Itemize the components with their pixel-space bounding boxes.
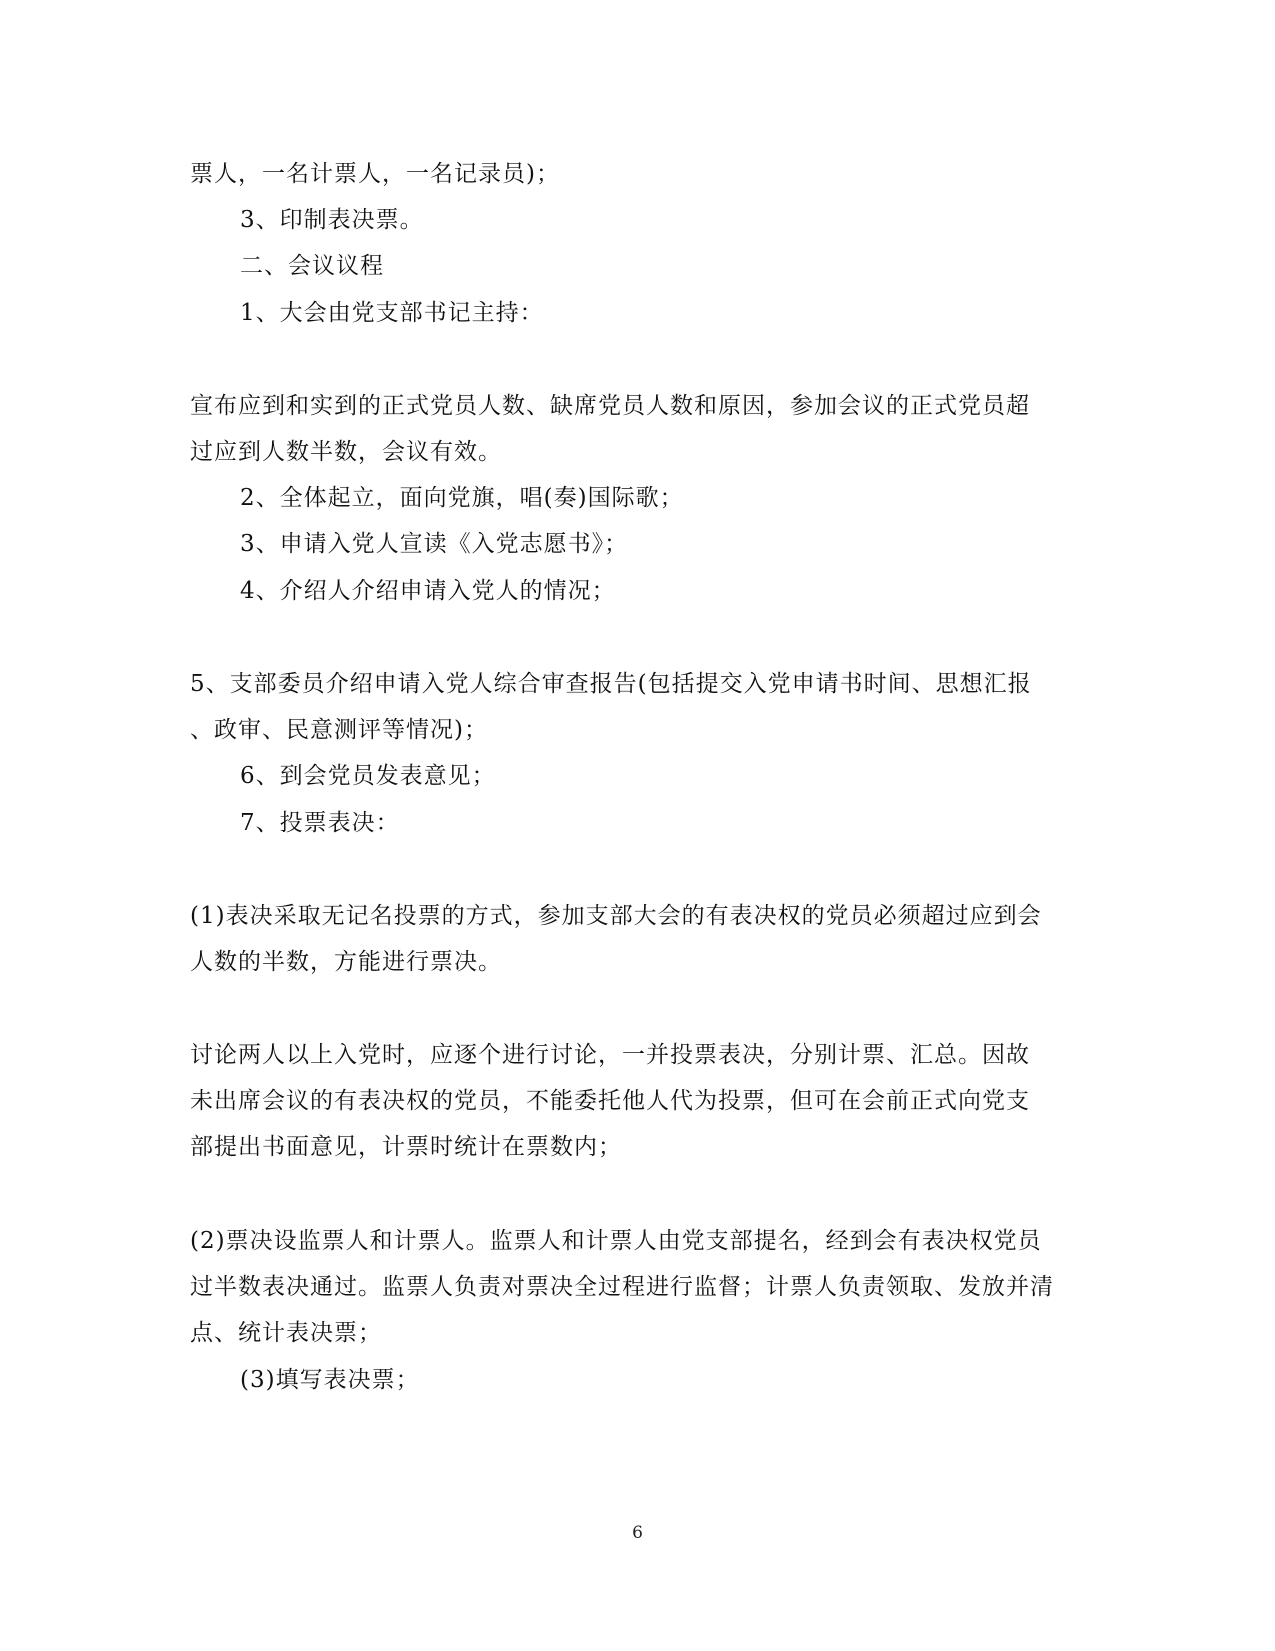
text-line: (3)填写表决票； — [240, 1367, 420, 1393]
text-line: 3、申请入党人宣读《入党志愿书》； — [240, 531, 629, 557]
text-line: 、政审、民意测评等情况)； — [190, 717, 488, 743]
text-line: 3、印制表决票。 — [240, 207, 424, 233]
text-line: 2、全体起立，面向党旗，唱(奏)国际歌； — [240, 485, 684, 511]
text-line: 点、统计表决票； — [190, 1320, 382, 1346]
text-line: 票人，一名计票人，一名记录员)； — [190, 161, 560, 187]
text-line: 6、到会党员发表意见； — [240, 763, 496, 789]
text-line: (1)表决采取无记名投票的方式，参加支部大会的有表决权的党员必须超过应到会 — [190, 903, 1042, 929]
text-line: 过半数表决通过。监票人负责对票决全过程进行监督；计票人负责领取、发放并清 — [190, 1274, 1054, 1300]
text-line: 7、投票表决： — [240, 810, 400, 836]
text-line: 宣布应到和实到的正式党员人数、缺席党员人数和原因，参加会议的正式党员超 — [190, 393, 1030, 419]
text-line: 二、会议议程 — [240, 253, 384, 279]
text-line: 人数的半数，方能进行票决。 — [190, 949, 502, 975]
text-line: 讨论两人以上入党时，应逐个进行讨论，一并投票表决，分别计票、汇总。因故 — [190, 1042, 1030, 1068]
page-number: 6 — [632, 1523, 643, 1543]
text-line: (2)票决设监票人和计票人。监票人和计票人由党支部提名，经到会有表决权党员 — [190, 1228, 1042, 1254]
text-line: 5、支部委员介绍申请入党人综合审查报告(包括提交入党申请书时间、思想汇报 — [190, 671, 1032, 697]
text-line: 未出席会议的有表决权的党员，不能委托他人代为投票，但可在会前正式向党支 — [190, 1088, 1030, 1114]
text-line: 4、介绍人介绍申请入党人的情况； — [240, 578, 616, 604]
text-line: 过应到人数半数，会议有效。 — [190, 439, 502, 465]
text-line: 1、大会由党支部书记主持： — [240, 300, 544, 326]
text-line: 部提出书面意见，计票时统计在票数内； — [190, 1134, 622, 1160]
